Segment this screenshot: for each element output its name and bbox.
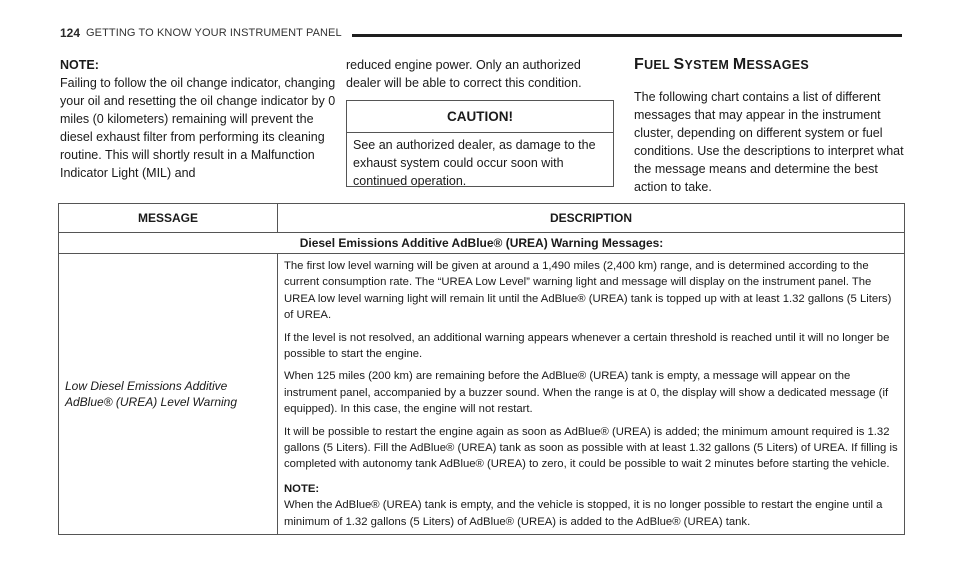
section-title: FUEL SYSTEM MESSAGES: [634, 56, 810, 73]
column-header-description: DESCRIPTION: [549, 211, 632, 225]
right-column: [634, 56, 904, 196]
description-paragraph: When 125 miles (200 km) are remaining before the AdBlue® (UREA) tank is empty, a message will appear on the instrument panel, accompanied by a buzzer sound. When the range is at 0, the display will show a dedicated message (if equipped). In this case, the engine will not restart.: [284, 370, 889, 416]
continued-text: reduced engine power. Only an authorized dealer will be able to correct this condition.: [346, 58, 582, 90]
description-paragraph: If the level is not resolved, an additional warning appears whenever a certain threshold is reached until it will no longer be possible to start the engine.: [284, 331, 890, 361]
header-rule: [352, 34, 902, 37]
table-note-text: When the AdBlue® (UREA) tank is empty, and the vehicle is stopped, it is no longer possible to restart the engine until a minimum of 1.32 gallons (5 Liters) of AdBlue® (UREA) is added to the AdBlue® (UREA) tank.: [284, 499, 883, 528]
chapter-title: GETTING TO KNOW YOUR INSTRUMENT PANEL: [86, 27, 342, 39]
column-header-message: MESSAGE: [59, 204, 278, 232]
message-cell: [59, 254, 278, 534]
left-column: [60, 56, 336, 182]
page-number: 124: [60, 26, 81, 40]
caution-box: [346, 100, 614, 187]
messages-table: [58, 203, 905, 535]
note-label: NOTE:: [60, 58, 99, 72]
page-header: [60, 26, 902, 42]
description-paragraph: The first low level warning will be given at around a 1,490 miles (2,400 km) range, and is determined according to the current consumption rate. The “UREA Low Level” warning light and message will display on the instrument panel. The UREA low level warning light will remain lit until the AdBlue® (UREA) tank is topped up with at least 1.32 gallons (5 Liters) of UREA.: [284, 260, 892, 322]
description-paragraph: It will be possible to restart the engine again as soon as AdBlue® (UREA) is added; the minimum amount required is 1.32 gallons (5 Liters). Fill the AdBlue® (UREA) tank as soon as possible with at least 1.32 gallons (5 Liters) of UREA. If filling is completed with autonomy tank AdBlue® (UREA) to zero, it could be possible to wait 2 minutes before starting the vehicle.: [284, 425, 898, 471]
description-cell: [278, 254, 904, 534]
section-intro: The following chart contains a list of different messages that may appear in the instrument cluster, depending on different system or fuel conditions. Use the descriptions to interpret what the message means and determine the best action to take.: [634, 90, 904, 194]
caution-text: See an authorized dealer, as damage to the exhaust system could occur soon with continued operation.: [353, 138, 596, 188]
table-note-label: NOTE:: [284, 482, 320, 495]
table-row: [59, 254, 904, 534]
caution-title: CAUTION!: [347, 101, 613, 133]
note-text: Failing to follow the oil change indicator, changing your oil and resetting the oil change indicator by 0 miles (0 kilometers) remaining will prevent the diesel exhaust filter from performing its cleaning routine. This will shortly result in a Malfunction Indicator Light (MIL) and: [60, 76, 336, 180]
group-heading: Diesel Emissions Additive AdBlue® (UREA) Warning Messages:: [59, 233, 904, 254]
table-header-row: [59, 204, 904, 233]
message-text: Low Diesel Emissions Additive AdBlue® (UREA) Level Warning: [65, 379, 238, 410]
middle-column: [346, 56, 616, 92]
